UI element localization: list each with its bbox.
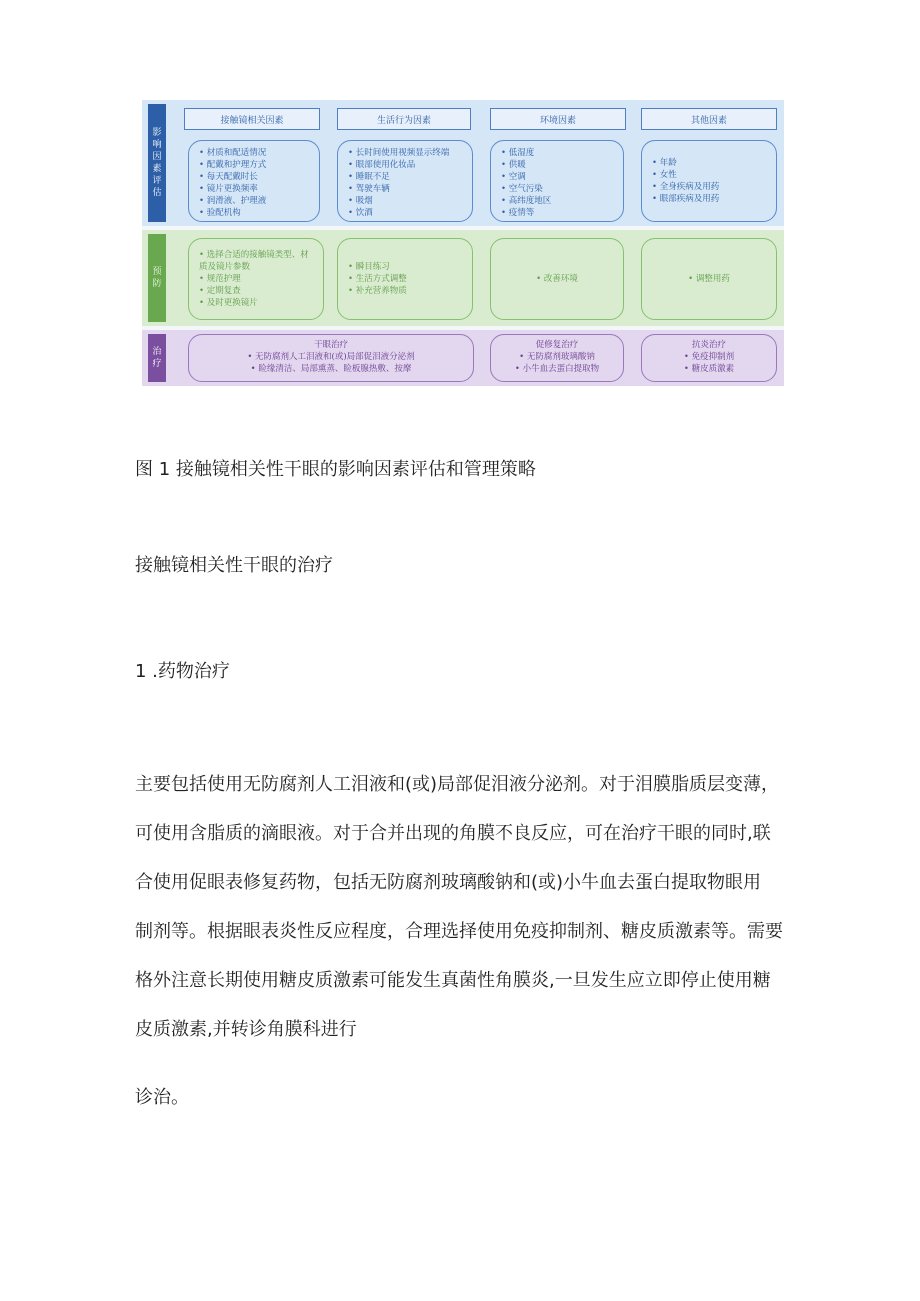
- header-environment: 环境因素: [490, 108, 626, 130]
- subsection-title: 1 .药物治疗: [135, 661, 230, 682]
- prevention-box-lifestyle: [337, 238, 473, 320]
- list-item: • 高纬度地区: [501, 195, 613, 207]
- list-item: • 长时间使用视频显示终端: [348, 147, 462, 159]
- paragraph-line: 皮质激素,并转诊角膜科进行: [135, 1019, 357, 1040]
- list-item: • 每天配戴时长: [199, 171, 309, 183]
- assessment-box-environment: [490, 140, 624, 222]
- list-item: • 规范护理: [199, 273, 313, 285]
- list-item: • 免疫抑制剂: [652, 351, 766, 363]
- list-item: • 驾驶车辆: [348, 183, 462, 195]
- list-item: • 吸烟: [348, 195, 462, 207]
- side-char: 防: [152, 279, 162, 289]
- list-item: • 及时更换镜片: [199, 297, 313, 309]
- list-item: • 疫情等: [501, 207, 613, 219]
- header-other: 其他因素: [641, 108, 777, 130]
- paragraph-line: 可使用含脂质的滴眼液。对于合并出现的角膜不良反应，可在治疗干眼的同时,联: [135, 823, 771, 844]
- strategy-figure: [142, 100, 784, 386]
- side-char: 预: [152, 267, 162, 277]
- list-item: • 年龄: [652, 157, 719, 169]
- list-item: • 睡眠不足: [348, 171, 462, 183]
- paragraph-line: 合使用促眼表修复药物，包括无防腐剂玻璃酸钠和(或)小牛血去蛋白提取物眼用: [135, 872, 762, 893]
- list-item: • 糖皮质激素: [652, 363, 766, 375]
- list-item: • 配戴和护理方式: [199, 159, 309, 171]
- assessment-box-contact-lens: [188, 140, 320, 222]
- list-item: • 材质和配适情况: [199, 147, 309, 159]
- list-item: • 调整用药: [688, 273, 730, 285]
- list-item: • 饮酒: [348, 207, 462, 219]
- paragraph-tail: 诊治。: [135, 1087, 189, 1108]
- treatment-title: 干眼治疗: [313, 340, 348, 350]
- section-title: 接触镜相关性干眼的治疗: [135, 555, 333, 576]
- treatment-box-dry-eye: [188, 334, 474, 382]
- side-char: 评: [152, 176, 162, 186]
- paragraph-line: 主要包括使用无防腐剂人工泪液和(或)局部促泪液分泌剂。对于泪膜脂质层变薄，: [135, 774, 780, 795]
- list-item: • 生活方式调整: [348, 273, 462, 285]
- prevention-side-label: [148, 234, 166, 322]
- list-item: • 改善环境: [536, 273, 578, 285]
- treatment-box-repair: [490, 334, 624, 382]
- header-lifestyle: 生活行为因素: [337, 108, 471, 130]
- list-item: • 选择合适的接触镜类型、材质及镜片参数: [199, 249, 313, 273]
- list-item: • 供暖: [501, 159, 613, 171]
- list-item: • 补充营养物质: [348, 285, 462, 297]
- prevention-box-other: [641, 238, 777, 320]
- treatment-side-label: [148, 334, 166, 382]
- list-item: • 瞬目练习: [348, 261, 462, 273]
- side-char: 因: [152, 152, 162, 162]
- list-item: • 小牛血去蛋白提取物: [501, 363, 613, 375]
- list-item: • 睑缘清洁、局部熏蒸、睑板腺热敷、按摩: [199, 363, 463, 375]
- body-paragraph: [135, 760, 795, 1054]
- side-char: 估: [152, 188, 162, 198]
- list-item: • 女性: [652, 169, 719, 181]
- treatment-box-anti-inflammatory: [641, 334, 777, 382]
- paragraph-line: 制剂等。根据眼表炎性反应程度，合理选择使用免疫抑制剂、糖皮质激素等。需要: [135, 921, 783, 942]
- assessment-box-lifestyle: [337, 140, 473, 222]
- prevention-box-environment: [490, 238, 624, 320]
- assessment-side-label: [148, 104, 166, 222]
- side-char: 素: [152, 164, 162, 174]
- list-item: • 全身疾病及用药: [652, 181, 719, 193]
- side-char: 治: [152, 347, 162, 357]
- treatment-title: 促修复治疗: [535, 340, 579, 350]
- list-item: • 验配机构: [199, 207, 309, 219]
- list-item: • 润滑液、护理液: [199, 195, 309, 207]
- list-item: • 空气污染: [501, 183, 613, 195]
- list-item: • 眼部疾病及用药: [652, 193, 719, 205]
- side-char: 响: [152, 140, 162, 150]
- prevention-box-contact-lens: [188, 238, 324, 320]
- side-char: 疗: [152, 359, 162, 369]
- list-item: • 定期复查: [199, 285, 313, 297]
- figure-caption: 图 1 接触镜相关性干眼的影响因素评估和管理策略: [135, 459, 536, 480]
- list-item: • 眼部使用化妆品: [348, 159, 462, 171]
- treatment-title: 抗炎治疗: [691, 340, 726, 350]
- side-char: 影: [152, 128, 162, 138]
- paragraph-line: 格外注意长期使用糖皮质激素可能发生真菌性角膜炎,一旦发生应立即停止使用糖: [135, 970, 771, 991]
- header-contact-lens: 接触镜相关因素: [184, 108, 320, 130]
- list-item: • 空调: [501, 171, 613, 183]
- list-item: • 镜片更换频率: [199, 183, 309, 195]
- list-item: • 低湿度: [501, 147, 613, 159]
- list-item: • 无防腐剂玻璃酸钠: [501, 351, 613, 363]
- list-item: • 无防腐剂人工泪液和(或)局部促泪液分泌剂: [199, 351, 463, 363]
- assessment-box-other: [641, 140, 777, 222]
